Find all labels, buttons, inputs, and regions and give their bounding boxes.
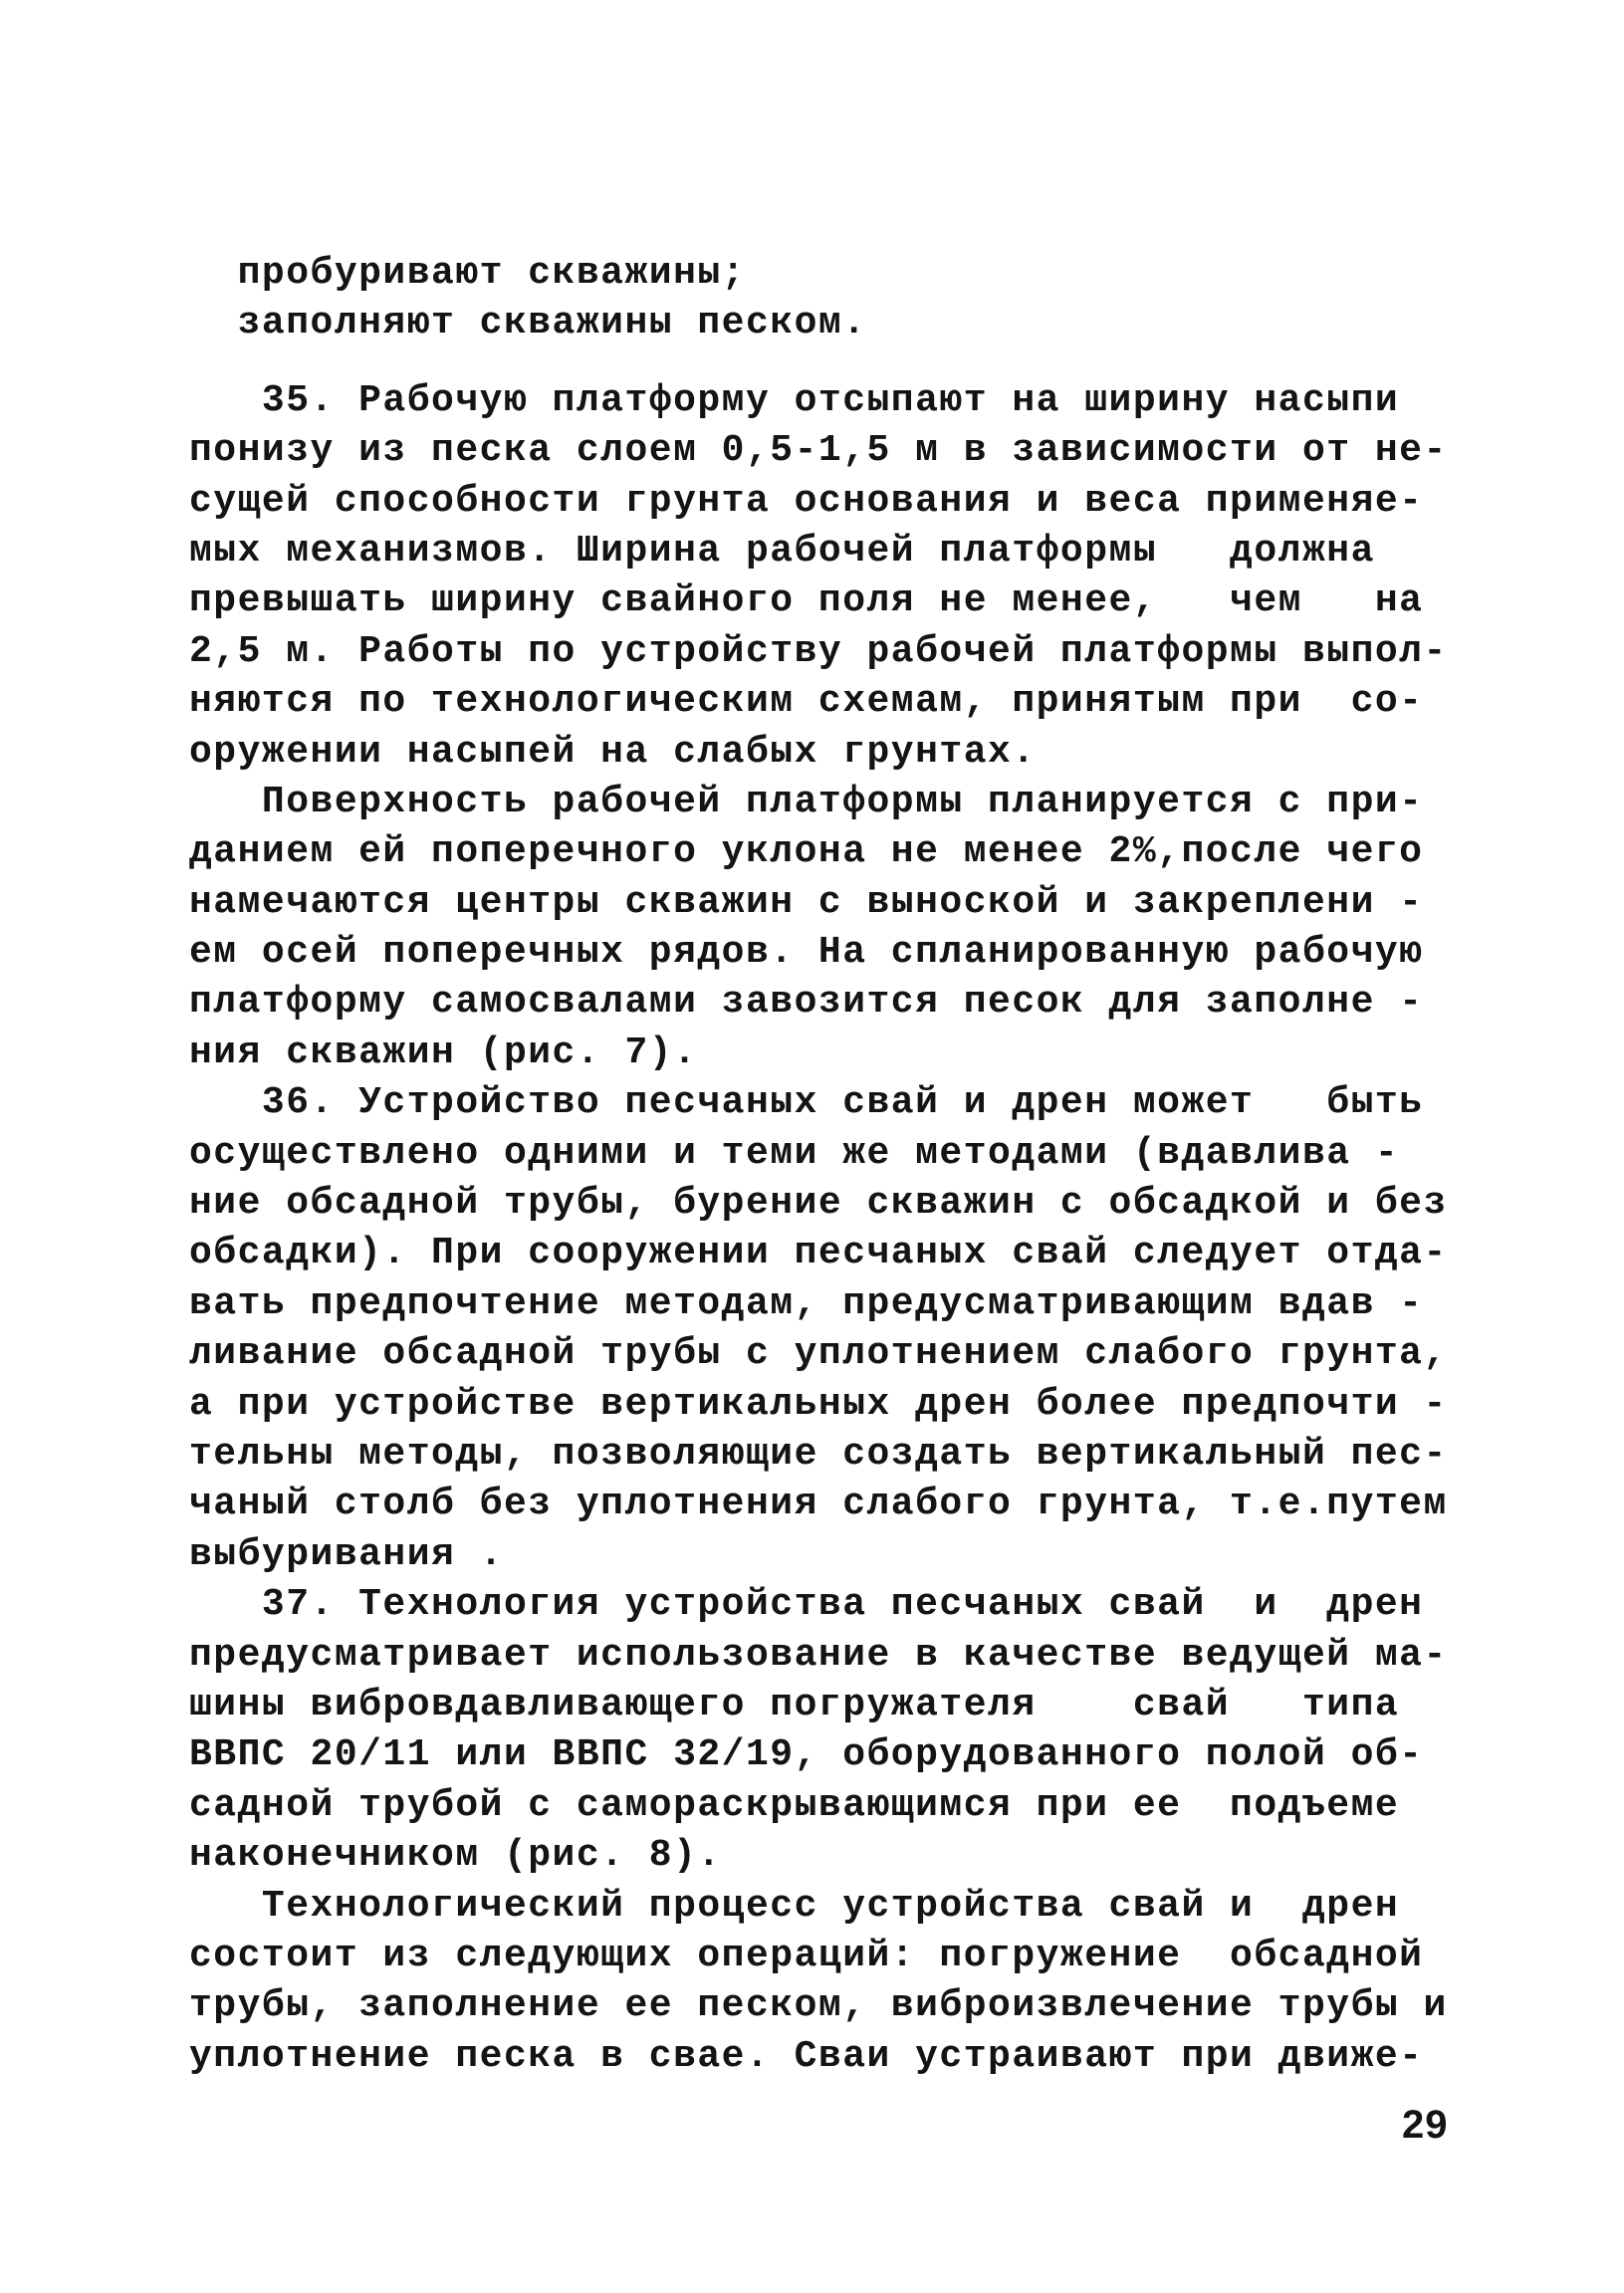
text-line: вать предпочтение методам, предусматривающим вдав - [189,1281,1424,1325]
text-line: осуществлено одними и теми же методами (вдавлива - [189,1131,1400,1175]
text-line: намечаются центры скважин с выноской и закреплени - [189,880,1424,924]
text-line: обсадки). При сооружении песчаных свай следует отда- [189,1232,1448,1275]
text-line: платформу самосвалами завозится песок для заполне - [189,981,1424,1025]
text-line: предусматривает использование в качестве ведущей ма- [189,1633,1448,1677]
text-line: ВВПС 20/11 или ВВПС 32/19, оборудованного полой об- [189,1733,1424,1777]
text-line: мых механизмов. Ширина рабочей платформы должна [189,529,1375,573]
text-line: чаный столб без уплотнения слабого грунта, т.е.путем [189,1483,1448,1526]
paragraph-gap [189,349,1474,376]
text-line: выбуривания . [189,1532,504,1576]
text-line: заполняют скважины песком. [189,302,867,345]
page-number: 29 [1402,2103,1449,2147]
text-line: няются по технологическим схемам, принятым при со- [189,680,1424,724]
text-line: данием ей поперечного уклона не менее 2%,после чего [189,830,1424,874]
text-line: а при устройстве вертикальных дрен более предпочти - [189,1382,1448,1426]
text-line: шины вибровдавливающего погружателя свай типа [189,1683,1400,1726]
text-line: наконечником (рис. 8). [189,1834,722,1878]
text-line: Поверхность рабочей платформы планируется с при- [189,780,1424,823]
text-line: тельны методы, позволяющие создать вертикальный пес- [189,1432,1448,1476]
text-line: трубы, заполнение ее песком, виброизвлечение трубы и [189,1984,1448,2028]
text-line: уплотнение песка в свае. Сваи устраивают при движе- [189,2034,1424,2078]
text-line: состоит из следующих операций: погружение обсадной [189,1934,1424,1977]
page-text-block [189,249,1474,2082]
text-line: ливание обсадной трубы с уплотнением слабого грунта, [189,1332,1448,1376]
text-line: пробуривают скважины; [189,252,746,295]
text-line: сущей способности грунта основания и веса применяе- [189,479,1424,523]
text-line: ем осей поперечных рядов. На спланированную рабочую [189,931,1424,975]
text-line: 37. Технология устройства песчаных свай и дрен [189,1583,1424,1627]
text-line: ние обсадной трубы, бурение скважин с обсадкой и без [189,1182,1448,1226]
body-text [189,376,1474,2082]
text-line: ния скважин (рис. 7). [189,1031,698,1074]
text-line: 35. Рабочую платформу отсыпают на ширину насыпи [189,378,1400,422]
text-line: 36. Устройство песчаных свай и дрен может быть [189,1081,1424,1125]
text-line: садной трубой с самораскрывающимся при ее подъеме [189,1783,1400,1827]
text-line: превышать ширину свайного поля не менее, чем на [189,579,1424,623]
text-line: понизу из песка слоем 0,5-1,5 м в зависимости от не- [189,429,1448,473]
text-line: оружении насыпей на слабых грунтах. [189,730,1037,774]
text-line: Технологический процесс устройства свай и дрен [189,1884,1400,1928]
text-line: 2,5 м. Работы по устройству рабочей платформы выпол- [189,629,1448,673]
